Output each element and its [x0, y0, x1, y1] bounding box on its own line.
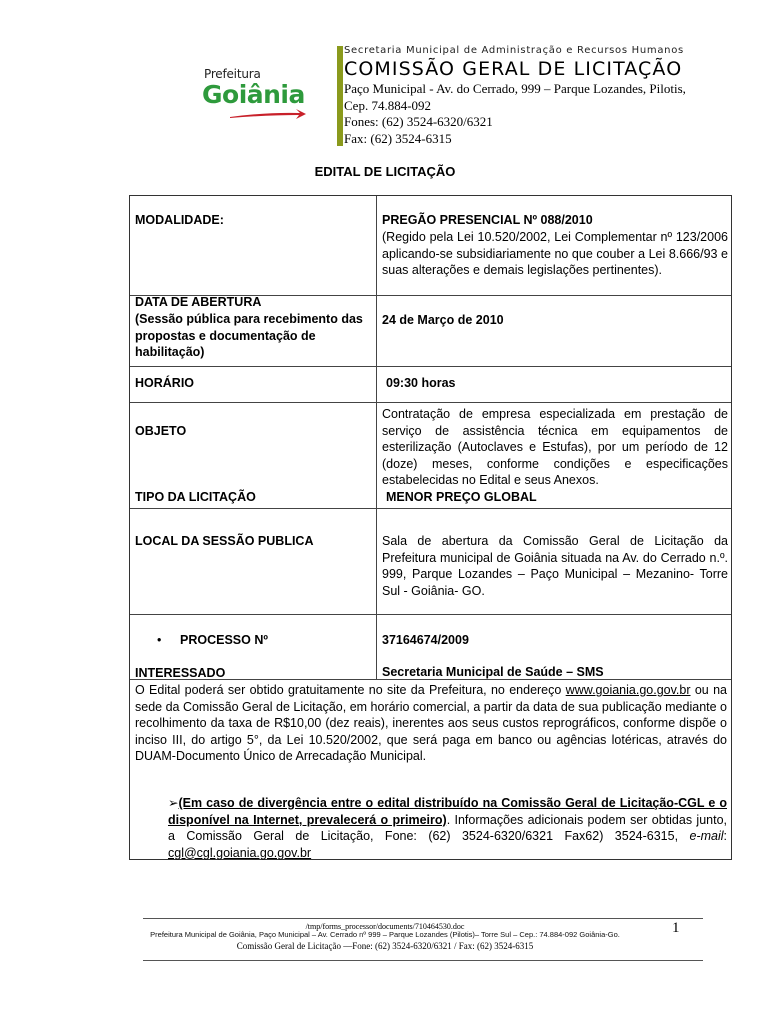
abertura-value: 24 de Março de 2010 — [382, 313, 504, 327]
footer-bottom-rule — [143, 960, 703, 961]
abertura-label: DATA DE ABERTURA — [135, 295, 262, 309]
address-line-1: Paço Municipal - Av. do Cerrado, 999 – Parque Lozandes, Pilotis, — [344, 81, 686, 96]
edital-info-text: O Edital poderá ser obtido gratuitamente no site da Prefeitura, no endereço — [135, 683, 566, 697]
address-line-2: Cep. 74.884-092 — [344, 97, 432, 113]
modalidade-value: PREGÃO PRESENCIAL Nº 088/2010 — [382, 213, 593, 227]
divergence-note — [168, 795, 727, 861]
page-number: 1 — [672, 920, 680, 936]
secretaria-name: Secretaria Municipal de Administração e Recursos Humanos — [344, 45, 684, 56]
tipo-value: MENOR PREÇO GLOBAL — [386, 490, 537, 504]
objeto-value: Contratação de empresa especializada em prestação de serviço de assistência técnica em equipamentos de esterilização (Autoclaves e Estufas), por um período de 12 (doze) meses, conforme condições e especificações estabelecidas no Edital e seus Anexos. — [382, 407, 728, 487]
edital-info-text-cont: ou na sede da Comissão Geral de Licitação, em horário comercial, a partir da data de sua publicação mediante o recolhimento da taxa de R$10,00 (dez reais), inerentes aos seus custos reprográficos, conforme dispõe o inciso III, do artigo 5°, da Lei 10.520/2002, que será paga em banco ou agências lotéricas, através do DUAM-Documento Único de Arrecadação Municipal. — [135, 683, 727, 763]
address-line-4: Fax: (62) 3524-6315 — [344, 130, 452, 146]
divergence-note-bold: (Em caso de divergência entre o edital distribuído na Comissão Geral de Licitação-CGL e o disponível na Internet, prevalecerá o primeiro) — [168, 796, 727, 827]
header-block — [344, 45, 764, 147]
processo-value: 37164674/2009 — [382, 633, 469, 647]
prefeitura-logo — [200, 64, 312, 124]
footer-file-path: /tmp/forms_processor/documents/710464530.doc — [305, 922, 465, 931]
processo-label: PROCESSO Nº — [180, 633, 268, 647]
abertura-subtitle: (Sessão pública para recebimento das propostas e documentação de habilitação) — [135, 312, 363, 359]
footer-contact: Comissão Geral de Licitação —Fone: (62) 3524-6320/6321 / Fax: (62) 3524-6315 — [236, 941, 534, 951]
edital-table — [129, 195, 732, 860]
tipo-label: TIPO DA LICITAÇÃO — [135, 490, 256, 504]
modalidade-label: MODALIDADE: — [135, 213, 224, 227]
footer-top-rule — [143, 918, 703, 919]
logo-small-text: Prefeitura — [204, 67, 261, 81]
modalidade-note: (Regido pela Lei 10.520/2002, Lei Complementar nº 123/2006 aplicando-se subsidiariamente no que couber a Lei 8.666/93 e suas alterações e demais legislações pertinentes). — [382, 230, 728, 277]
local-value: Sala de abertura da Comissão Geral de Licitação da Prefeitura municipal de Goiânia situada na Av. do Cerrado n.º. 999, Parque Lozandes – Paço Municipal – Mezanino- Torre Sul - Goiânia- GO. — [382, 534, 728, 598]
horario-value: 09:30 horas — [386, 376, 456, 390]
divergence-note-text: . Informações adicionais podem ser obtidas junto, a Comissão Geral de Licitação, Fone: (62) 3524-6320/6321 Fax62) 3524-6315, — [168, 812, 727, 843]
email-link[interactable]: cgl@cgl.goiania.go.gov.br — [168, 845, 312, 860]
email-label: e-mail — [689, 829, 724, 843]
horario-label: HORÁRIO — [135, 376, 195, 390]
prefeitura-site-link[interactable]: www.goiania.go.gov.br — [565, 683, 691, 697]
column-divider — [376, 196, 377, 679]
row-divider — [130, 366, 731, 367]
address-line-3: Fones: (62) 3524-6320/6321 — [344, 114, 493, 129]
logo-arrow-icon — [230, 108, 306, 120]
processo-bullet: • — [157, 633, 162, 647]
header-divider-bar — [337, 46, 343, 146]
local-label: LOCAL DA SESSÃO PUBLICA — [135, 534, 314, 548]
row-divider — [130, 614, 731, 615]
edital-info-paragraph — [135, 682, 727, 765]
objeto-label: OBJETO — [135, 424, 187, 438]
logo-big-text: Goiânia — [202, 80, 305, 109]
row-divider — [130, 402, 731, 403]
footer-address: Prefeitura Municipal de Goiânia, Paço Municipal – Av. Cerrado nº 999 – Parque Lozandes (Pilotis)– Torre Sul – Cep.: 74.884-092 Goiânia-Go. — [150, 930, 620, 939]
arrow-bullet-icon: ➢ — [168, 796, 179, 810]
interessado-label: INTERESSADO — [135, 666, 226, 680]
email-separator: : — [723, 829, 727, 843]
row-divider — [130, 508, 731, 509]
document-title: EDITAL DE LICITAÇÃO — [314, 164, 456, 179]
commission-title: COMISSÃO GERAL DE LICITAÇÃO — [344, 58, 683, 80]
interessado-value: Secretaria Municipal de Saúde – SMS — [382, 665, 604, 679]
